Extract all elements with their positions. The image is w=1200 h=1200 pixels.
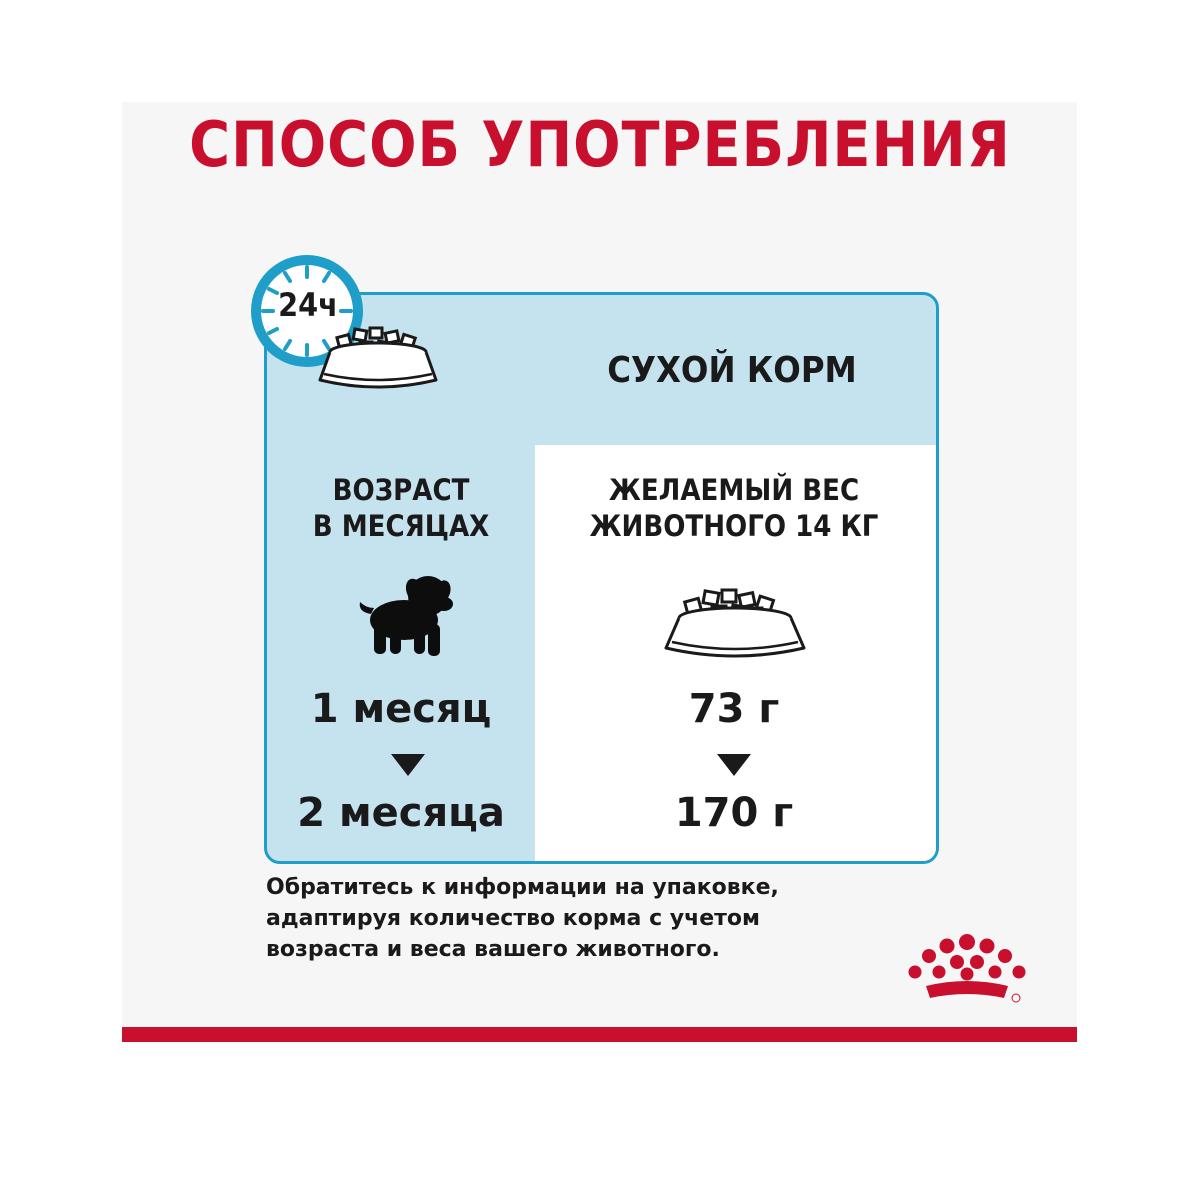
weight-header-line: ЖИВОТНОГО 14 КГ [589,509,879,543]
age-column-header [268,472,534,544]
clock-label: 24ч [278,286,338,324]
puppy-icon [356,572,456,658]
bottom-red-bar [122,1027,1077,1042]
food-bowl-icon [314,322,442,390]
note-line: возраста и веса вашего животного. [266,937,720,962]
down-arrow-icon [717,754,751,776]
age-to-value: 2 месяца [297,790,505,836]
weight-column-header [534,472,934,544]
food-bowl-icon [660,582,810,662]
age-header-line: В МЕСЯЦАХ [312,509,490,543]
age-from-value: 1 месяц [310,686,492,732]
note-line: адаптируя количество корма с учетом [266,906,760,931]
crown-logo-icon [904,932,1030,1008]
feeding-note [266,872,906,965]
weight-header-line: ЖЕЛАЕМЫЙ ВЕС [608,473,860,507]
down-arrow-icon [391,754,425,776]
page-title: СПОСОБ УПОТРЕБЛЕНИЯ [189,108,1011,181]
amount-to-value: 170 г [674,790,794,836]
food-type-label: СУХОЙ КОРМ [607,350,857,391]
age-header-line: ВОЗРАСТ [332,473,470,507]
note-line: Обратитесь к информации на упаковке, [266,875,779,900]
amount-from-value: 73 г [688,686,780,732]
